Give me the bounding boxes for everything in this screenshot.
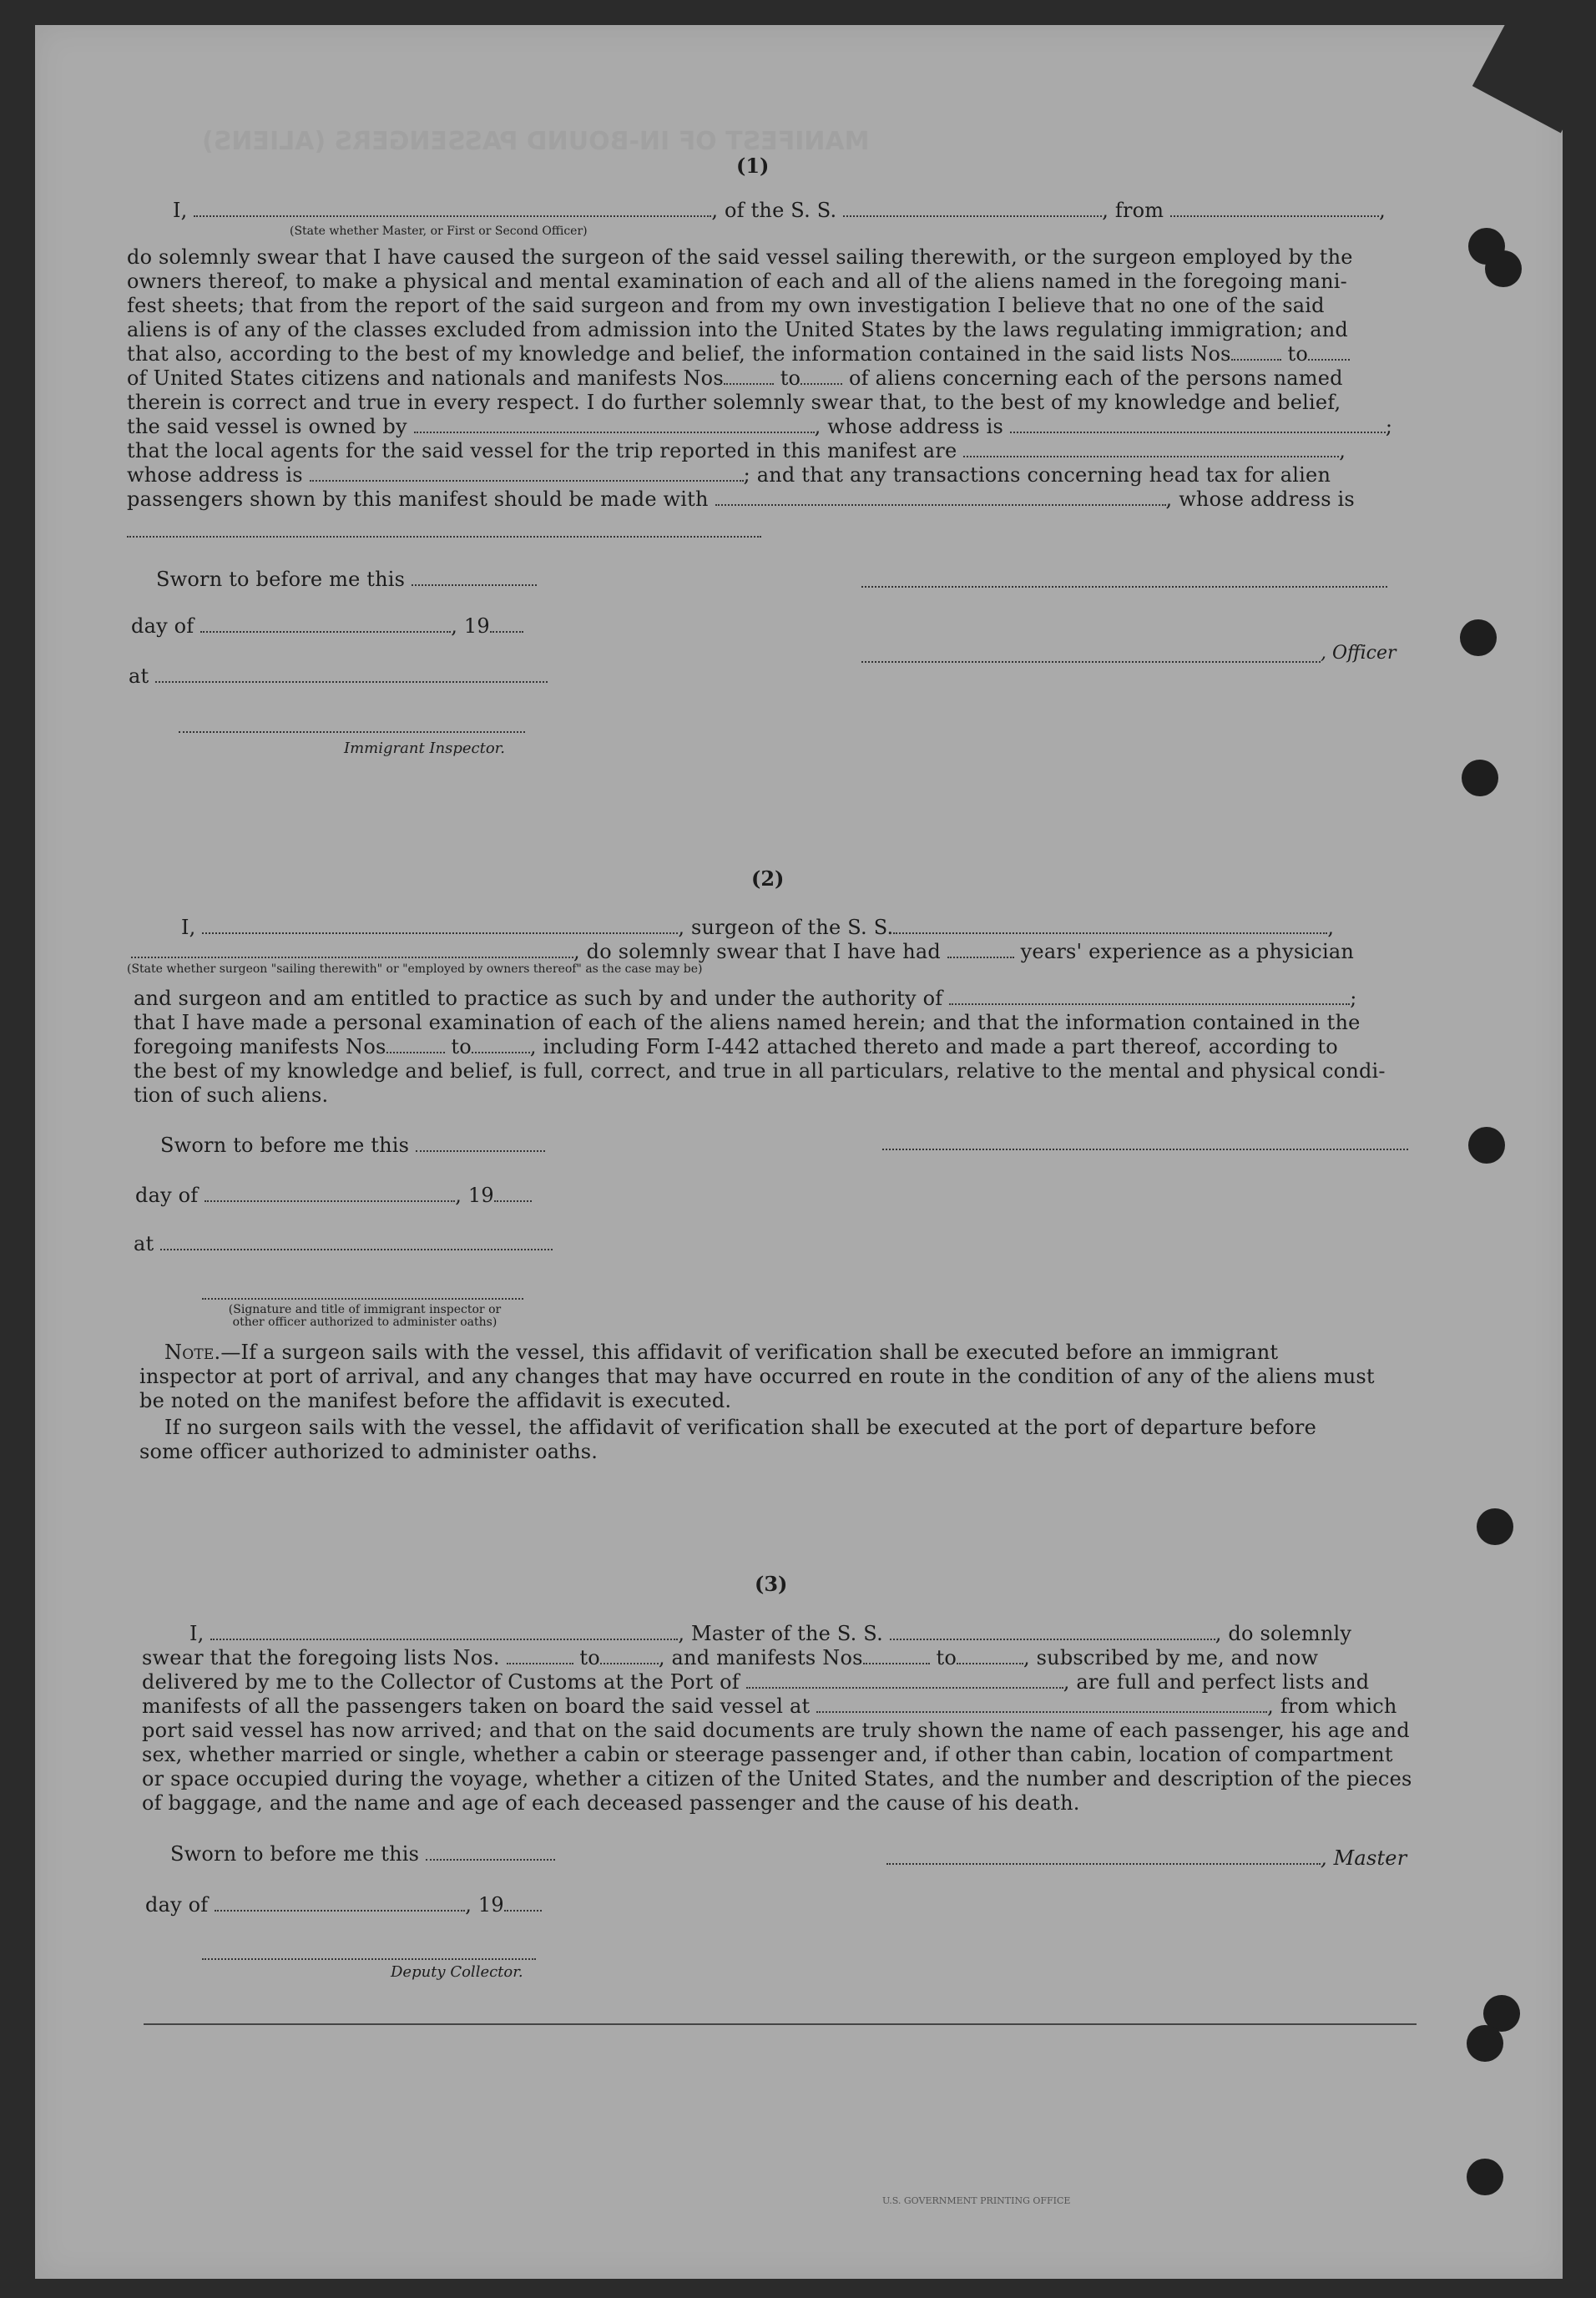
s1-body-10: whose address is ; and that any transactions concerning head tax for alien xyxy=(127,463,1331,487)
s3-body-7: of baggage, and the name and age of each deceased passenger and the cause of his death. xyxy=(142,1791,1080,1815)
s2-body-5: tion of such aliens. xyxy=(134,1083,329,1107)
s1-body-6: of United States citizens and nationals and manifests Nos to of aliens concerning each of the persons named xyxy=(127,366,1343,390)
s2-line-1: I, , surgeon of the S. S. , xyxy=(181,916,1335,939)
s1-officer-sigline-1 xyxy=(861,586,1387,588)
s1-officer-caption: , Officer xyxy=(1321,643,1396,664)
bleed-through-title: MANIFEST OF IN-BOUND PASSENGERS (ALIENS) xyxy=(202,127,870,156)
s2-at: at xyxy=(134,1232,553,1255)
s2-note-3: be noted on the manifest before the affidavit is executed. xyxy=(139,1389,732,1412)
punch-hole xyxy=(1468,1127,1505,1164)
s3-body-4: port said vessel has now arrived; and that on the said documents are truly shown the name of each passenger, his age and xyxy=(142,1719,1410,1742)
s2-sworn: Sworn to before me this xyxy=(160,1134,545,1157)
s1-inspector-sigline xyxy=(179,731,525,733)
s3-day: day of , 19 xyxy=(145,1893,542,1917)
s1-inspector-caption: Immigrant Inspector. xyxy=(344,740,506,757)
s2-body-3: foregoing manifests Nos to , including Form I-442 attached thereto and made a part thereof, according to xyxy=(134,1035,1338,1058)
s2-note-1: Note.—If a surgeon sails with the vessel, this affidavit of verification shall be executed before an immigrant xyxy=(164,1341,1279,1364)
s1-line-1-note: (State whether Master, or First or Second Officer) xyxy=(290,225,588,238)
s1-body-7: therein is correct and true in every respect. I do further solemnly swear that, to the best of my knowledge and belief, xyxy=(127,391,1341,414)
section-2-number: (2) xyxy=(751,866,785,891)
s1-address-line xyxy=(127,536,761,538)
s3-collector-caption: Deputy Collector. xyxy=(391,1963,523,1981)
s1-line-1: I, , of the S. S. , from , xyxy=(173,199,1386,222)
s1-body-11: passengers shown by this manifest should be made with , whose address is xyxy=(127,487,1355,511)
punch-hole xyxy=(1462,760,1498,796)
s2-surgeon-sigline xyxy=(882,1149,1408,1150)
torn-corner xyxy=(1472,25,1563,133)
s3-sworn: Sworn to before me this xyxy=(170,1842,555,1866)
punch-hole xyxy=(1477,1508,1513,1545)
s1-officer-sigline-2 xyxy=(861,661,1321,663)
punch-hole xyxy=(1485,250,1522,287)
printer-footer: U.S. GOVERNMENT PRINTING OFFICE xyxy=(882,2195,1071,2206)
section-3-number: (3) xyxy=(755,1572,788,1596)
s3-body-6: or space occupied during the voyage, whether a citizen of the United States, and the number and description of the pieces xyxy=(142,1767,1412,1790)
section-1-number: (1) xyxy=(736,154,770,178)
s1-body-3: fest sheets; that from the report of the said surgeon and from my own investigation I believe that no one of the said xyxy=(127,294,1325,317)
s2-note-5: some officer authorized to administer oaths. xyxy=(139,1440,598,1463)
s3-body-3: manifests of all the passengers taken on board the said vessel at , from which xyxy=(142,1694,1397,1718)
s1-body-5: that also, according to the best of my knowledge and belief, the information contained in the said lists Nos to xyxy=(127,342,1350,366)
s2-note-4: If no surgeon sails with the vessel, the affidavit of verification shall be executed at the port of departure before xyxy=(164,1416,1316,1439)
manifest-sheet xyxy=(35,25,1563,2279)
s2-day: day of , 19 xyxy=(135,1184,532,1207)
punch-hole xyxy=(1467,2025,1503,2062)
s1-body-1: do solemnly swear that I have caused the surgeon of the said vessel sailing therewith, or the surgeon employed by the xyxy=(127,245,1353,269)
s1-sworn: Sworn to before me this xyxy=(156,568,537,591)
s1-body-9: that the local agents for the said vessel for the trip reported in this manifest are , xyxy=(127,439,1346,462)
punch-hole xyxy=(1467,2159,1503,2195)
s2-body-2: that I have made a personal examination of each of the aliens named herein; and that the information contained in the xyxy=(134,1011,1361,1034)
punch-hole xyxy=(1460,619,1497,656)
s1-body-2: owners thereof, to make a physical and mental examination of each and all of the aliens named in the foregoing mani- xyxy=(127,270,1347,293)
s2-signature-note: (Signature and title of immigrant inspector or other officer authorized to administer oaths) xyxy=(228,1303,502,1329)
s3-body-2: delivered by me to the Collector of Customs at the Port of , are full and perfect lists and xyxy=(142,1670,1370,1694)
s3-master-line: , Master xyxy=(886,1846,1407,1870)
s2-line-2: , do solemnly swear that I have had years' experience as a physician xyxy=(131,940,1354,963)
s3-line-1: I, , Master of the S. S. , do solemnly xyxy=(189,1622,1352,1645)
s3-collector-sigline xyxy=(202,1958,536,1960)
s1-day: day of , 19 xyxy=(131,614,523,638)
s2-body-4: the best of my knowledge and belief, is full, correct, and true in all particulars, relative to the mental and physical condi- xyxy=(134,1059,1386,1083)
s2-body-1: and surgeon and am entitled to practice as such by and under the authority of ; xyxy=(134,987,1357,1010)
s1-at: at xyxy=(129,664,548,688)
s2-line-2-note: (State whether surgeon "sailing therewith" or "employed by owners thereof" as the case may be) xyxy=(127,962,703,976)
s1-body-8: the said vessel is owned by , whose address is ; xyxy=(127,415,1393,438)
s3-body-5: sex, whether married or single, whether a cabin or steerage passenger and, if other than cabin, location of compartment xyxy=(142,1743,1393,1766)
s3-body-1: swear that the foregoing lists Nos. to , and manifests Nos to , subscribed by me, and now xyxy=(142,1646,1319,1669)
bottom-rule xyxy=(144,2023,1417,2025)
s1-body-4: aliens is of any of the classes excluded from admission into the United States by the laws regulating immigration; and xyxy=(127,318,1348,341)
s2-note-2: inspector at port of arrival, and any changes that may have occurred en route in the condition of any of the aliens must xyxy=(139,1365,1375,1388)
s2-signature-line xyxy=(202,1298,523,1300)
